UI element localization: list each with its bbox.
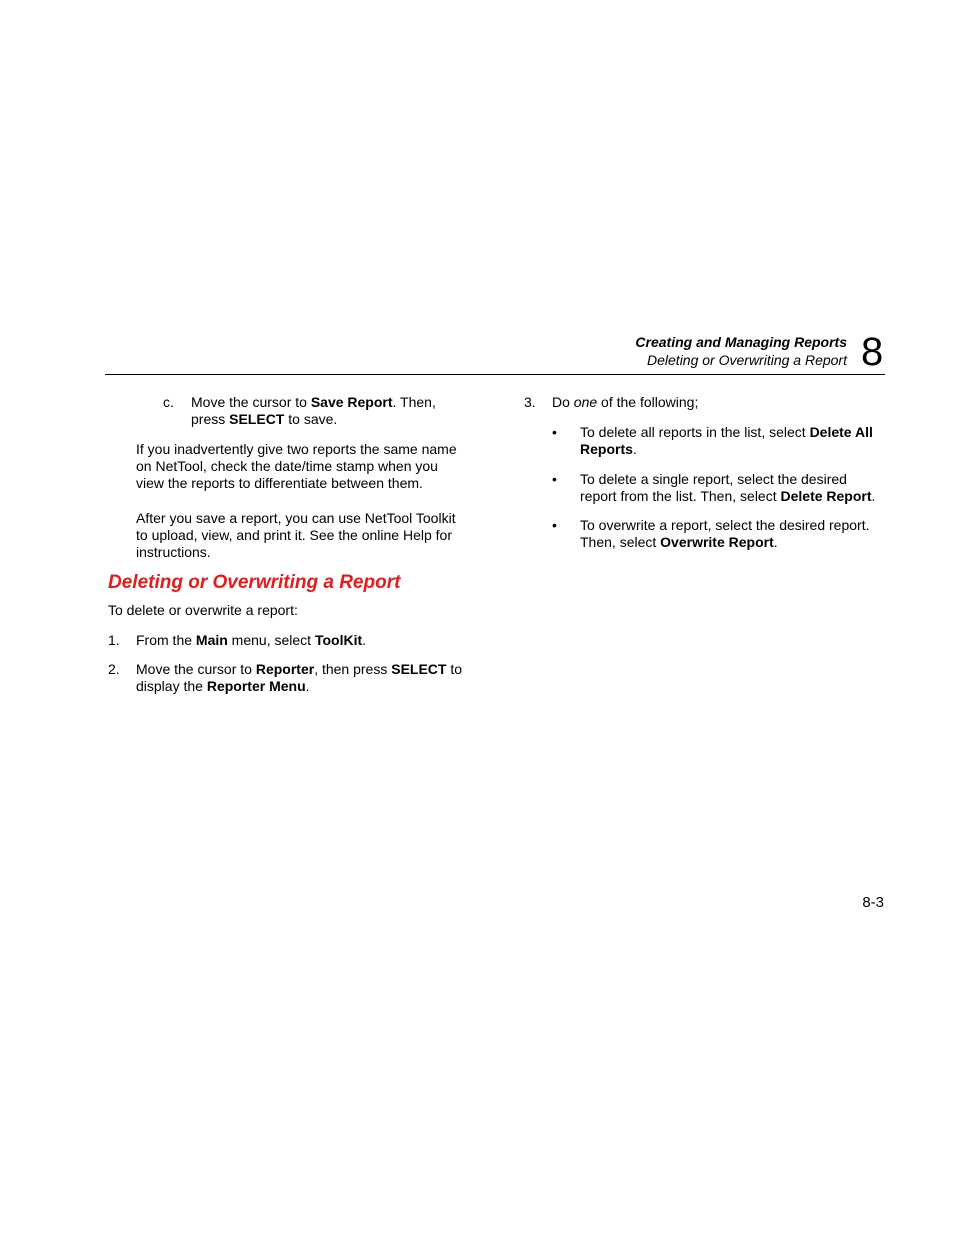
paragraph-same-name: If you inadvertently give two reports the same name on NetTool, check the date/time stamp when you view the reports to differentiate between them. bbox=[136, 441, 457, 491]
section-heading: Deleting or Overwriting a Report bbox=[108, 572, 401, 593]
bullet-marker: • bbox=[552, 424, 557, 440]
bullet-text: To delete all reports in the list, select Delete All Reports. bbox=[580, 424, 873, 457]
bullet-marker: • bbox=[552, 471, 557, 487]
step-3 bbox=[524, 394, 884, 411]
right-column bbox=[524, 394, 884, 551]
bullet-text: To delete a single report, select the desired report from the list. Then, select Delete Report. bbox=[580, 471, 876, 504]
main-term: Main bbox=[195, 632, 228, 648]
chapter-number: 8 bbox=[861, 330, 884, 374]
step-1 bbox=[108, 632, 468, 649]
bullet-marker: • bbox=[552, 517, 557, 533]
step-marker: 1. bbox=[108, 632, 120, 648]
left-column bbox=[108, 394, 468, 695]
save-report-term: Save Report bbox=[310, 394, 393, 410]
step-text: From the Main menu, select ToolKit. bbox=[136, 632, 367, 648]
select-term: SELECT bbox=[229, 411, 285, 427]
delete-all-reports-term: Delete All Reports bbox=[580, 424, 873, 457]
header-rule bbox=[105, 374, 885, 375]
step-2 bbox=[108, 661, 468, 695]
delete-report-term: Delete Report bbox=[780, 488, 872, 504]
reporter-menu-term: Reporter Menu bbox=[206, 678, 306, 694]
select-term: SELECT bbox=[391, 661, 447, 677]
step-marker: 2. bbox=[108, 661, 120, 677]
section-title: Deleting or Overwriting a Report bbox=[647, 352, 847, 368]
overwrite-report-term: Overwrite Report bbox=[660, 534, 774, 550]
bullet-text: To overwrite a report, select the desired report. Then, select Overwrite Report. bbox=[580, 517, 870, 550]
step-text: Do one of the following; bbox=[552, 394, 699, 410]
bullet-delete-single bbox=[552, 471, 884, 505]
one-term: one bbox=[573, 394, 598, 410]
step-text: Move the cursor to Reporter, then press SELECT to display the Reporter Menu. bbox=[136, 661, 463, 694]
bullet-overwrite bbox=[552, 517, 884, 551]
paragraph-after-save: After you save a report, you can use NetTool Toolkit to upload, view, and print it. See the online Help for instructions. bbox=[136, 510, 456, 560]
bullet-delete-all bbox=[552, 424, 884, 458]
step-marker: 3. bbox=[524, 394, 536, 410]
substep-marker: c. bbox=[163, 394, 174, 410]
intro-text: To delete or overwrite a report: bbox=[108, 602, 298, 618]
toolkit-term: ToolKit bbox=[314, 632, 363, 648]
substep-text: Move the cursor to Save Report. Then, press SELECT to save. bbox=[191, 394, 436, 427]
chapter-title: Creating and Managing Reports bbox=[635, 334, 847, 350]
reporter-term: Reporter bbox=[255, 661, 315, 677]
page-number: 8-3 bbox=[862, 894, 884, 911]
substep-c bbox=[163, 394, 468, 428]
